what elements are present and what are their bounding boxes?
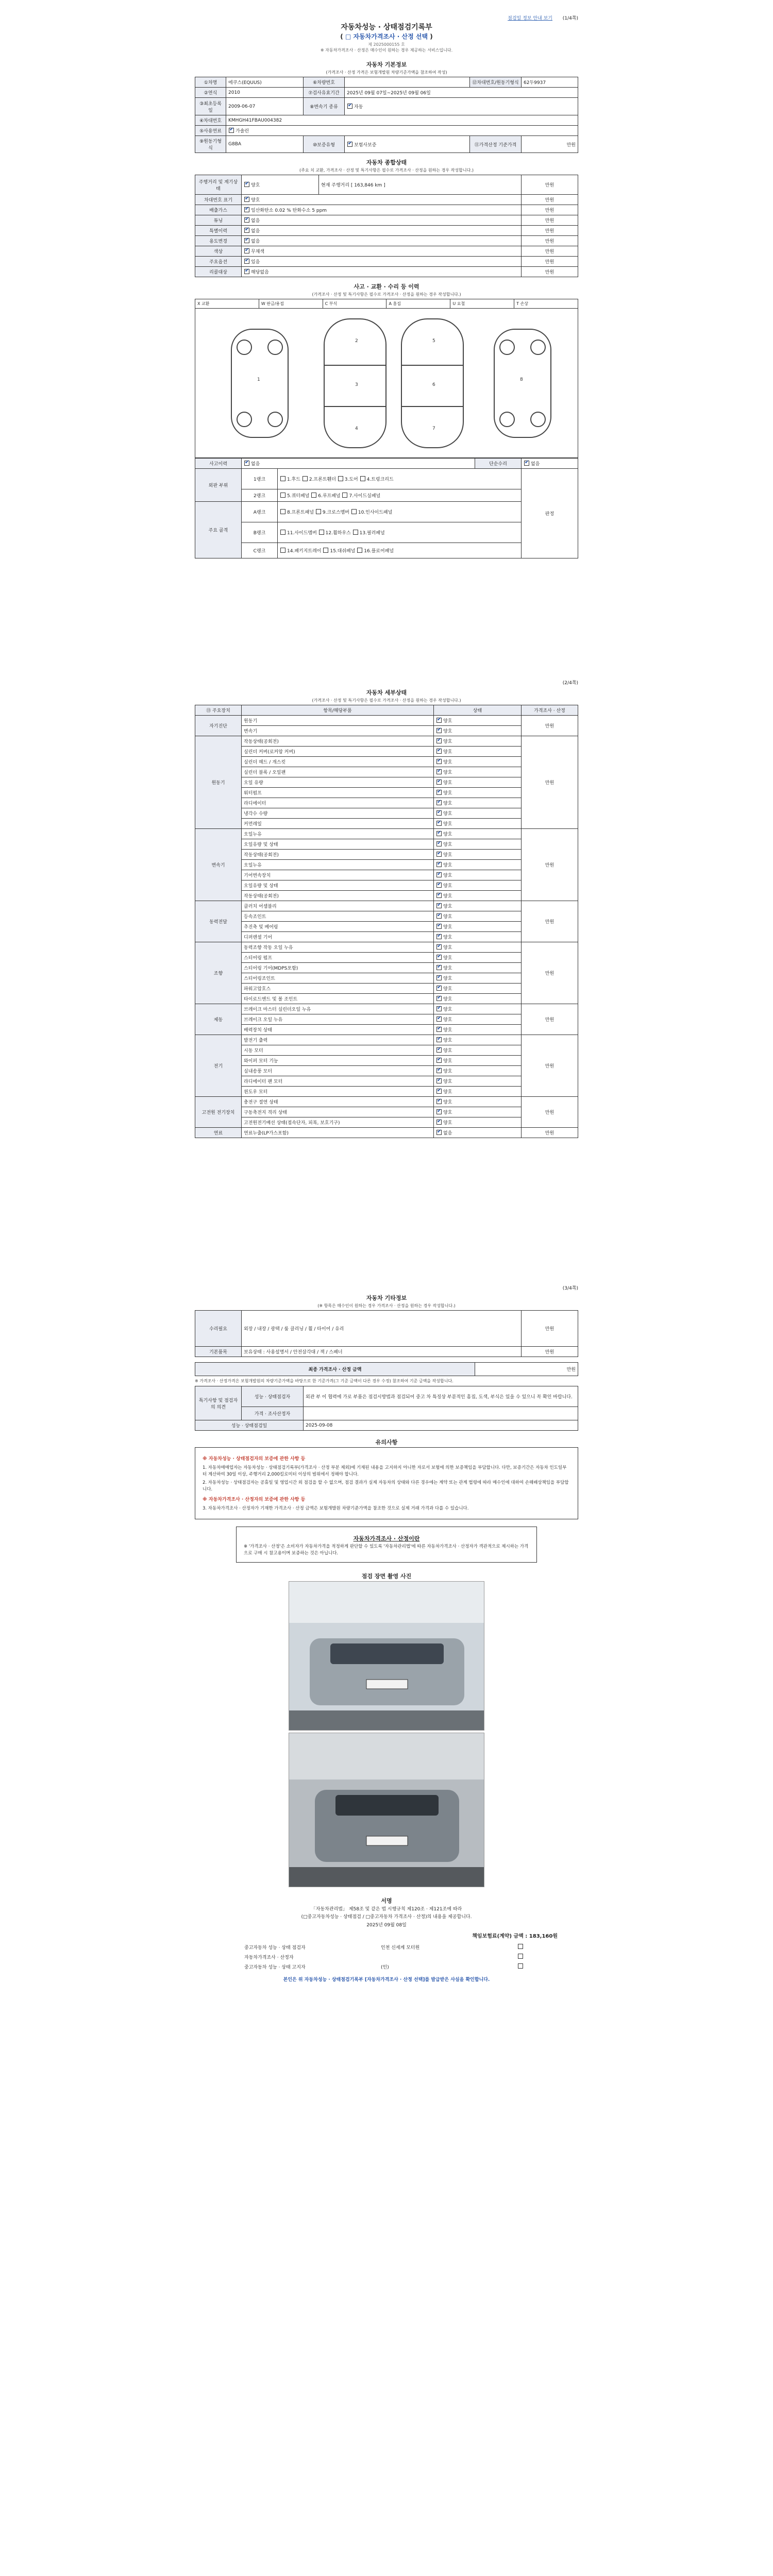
table-row: B랭크 11.사이드멤버 12.휠하우스 13.필러패널 [195, 522, 578, 543]
checkbox-state[interactable] [436, 1016, 442, 1022]
stamp-checkbox[interactable] [518, 1944, 523, 1949]
basic-info-sub: (가격조사 · 산정 가격은 보험개발원 차량기준가액을 참조하여 작성) [326, 70, 447, 75]
table-row: 실린더 커버(로커암 커버) ✔ 양호 [195, 747, 578, 757]
checkbox-state[interactable] [436, 924, 442, 929]
table-row: 제동 브레이크 마스터 실린더오일 누유 ✔ 양호 만원 [195, 1004, 578, 1014]
checkbox-state[interactable] [436, 1078, 442, 1083]
checkbox-state[interactable] [436, 1099, 442, 1104]
signer-table: 중고자동차 성능 · 상태 점검자 인천 신세계 모터원 자동차가격조사 · 산정자 중고자동차 성능 · 상태 고지자 (인) [242, 1942, 531, 1972]
table-row: 사고이력 ✔ 없음 단순수리 ✔ 없음 [195, 459, 578, 469]
checkbox-state[interactable] [436, 893, 442, 898]
svg-text:2: 2 [355, 338, 358, 344]
checkbox-state[interactable] [436, 790, 442, 795]
table-row: 실린더 헤드 / 개스킷 ✔ 양호 [195, 757, 578, 767]
checkbox-usage[interactable] [244, 238, 249, 243]
table-row: 디퍼렌셜 기어 ✔ 양호 [195, 932, 578, 942]
table-row: 기본품목 보유상태 : 사용설명서 / 안전삼각대 / 잭 / 스패너 만원 [195, 1347, 578, 1357]
callout-box: 자동차가격조사 · 산정이란 ※ '가격조사 · 산정'은 소비자가 자동차가격을 적정하게 판단할 수 있도록 '자동차관리법'에 따른 자동차가격조사 · 산정자가 객관적으로 제시하는 가격으로 구매 시 참고용이며 보증하는 것은 아닙니다. [236, 1527, 537, 1563]
checkbox-special[interactable] [244, 228, 249, 233]
page-number: (2/4쪽) [562, 681, 578, 686]
table-row: ②연식 2010 ⑦검사유효기간 2025년 09월 07일~2025년 09월 06일 [195, 88, 578, 98]
checkbox-state[interactable] [436, 1006, 442, 1011]
notice-title: 유의사항 [375, 1439, 398, 1446]
table-row: 전기 발전기 출력 ✔ 양호 만원 [195, 1035, 578, 1045]
accident-sub: (가격조사 · 산정 및 특기사항은 필수로 가격조사 · 산정을 원하는 경우 작성합니다.) [312, 292, 461, 297]
table-row: 커먼레일 ✔ 양호 [195, 819, 578, 829]
checkbox-state[interactable] [436, 852, 442, 857]
table-row: 타이로드엔드 및 볼 조인트 ✔ 양호 [195, 994, 578, 1004]
table-row: 색상 ✔ 무채색 만원 [195, 246, 578, 257]
extra-info-sub: (※ 항목은 매수인이 원하는 경우 가격조사 · 산정을 원하는 경우 작성합니다.) [317, 1303, 456, 1308]
legend-row: X 교환 W 판금/용접 C 부식 A 흠집 U 요철 T 손상 [195, 299, 578, 309]
inspection-photo-front [289, 1581, 484, 1731]
table-row: 파워고압호스 ✔ 양호 [195, 984, 578, 994]
checkbox-state[interactable] [436, 1037, 442, 1042]
checkbox-recall[interactable] [244, 269, 249, 274]
document-subtitle: ( □ 자동차가격조사 · 산정 선택 ) [340, 33, 433, 40]
detail-sub: (가격조사 · 산정 및 특기사항은 필수로 가격조사 · 산정을 원하는 경우 작성합니다.) [312, 698, 461, 703]
page-2 [195, 679, 578, 1279]
table-row: 리콜대상 ✔ 해당없음 만원 [195, 267, 578, 277]
frame-table [195, 468, 578, 558]
checkbox-state[interactable] [436, 1058, 442, 1063]
checkbox-state[interactable] [436, 841, 442, 846]
table-row: 와이퍼 모터 기능 ✔ 양호 [195, 1056, 578, 1066]
inspection-photo-rear [289, 1733, 484, 1887]
page-1 [195, 14, 578, 674]
document-title: 자동차성능 · 상태점검기록부 [341, 23, 432, 31]
photos-title: 점검 장면 촬영 사진 [361, 1573, 412, 1580]
table-row: 변속기 ✔ 양호 [195, 726, 578, 736]
checkbox-state[interactable] [436, 738, 442, 743]
table-row: 냉각수 수량 ✔ 양호 [195, 808, 578, 819]
table-row: 라디에이터 ✔ 양호 [195, 798, 578, 808]
table-row: 브레이크 오일 누유 ✔ 양호 [195, 1014, 578, 1025]
svg-text:6: 6 [432, 382, 435, 387]
checkbox-state[interactable] [436, 1068, 442, 1073]
checkbox-state[interactable] [436, 883, 442, 888]
checkbox-state[interactable] [436, 769, 442, 774]
table-row: 조향 동력조향 작동 오일 누유 ✔ 양호 만원 [195, 942, 578, 953]
checkbox-state[interactable] [436, 759, 442, 764]
table-row: 용도변경 ✔ 없음 만원 [195, 236, 578, 246]
checkbox-repair-none[interactable] [524, 461, 529, 466]
basic-info-title: 자동차 기본정보 [366, 61, 407, 68]
subtitle-note: ※ 자동차가격조사 · 산정은 매수인이 원하는 경우 제공하는 서비스입니다. [320, 48, 453, 53]
table-row: 주요옵션 ✔ 있음 만원 [195, 257, 578, 267]
svg-text:1: 1 [257, 377, 260, 382]
table-row: 오일누유 ✔ 양호 [195, 860, 578, 870]
extra-info-title: 자동차 기타정보 [366, 1295, 407, 1301]
table-row: 주요 골격 A랭크 8.프론트패널 9.크로스멤버 10.인사이드패널 [195, 502, 578, 522]
stamp-checkbox[interactable] [518, 1963, 523, 1969]
table-row: 동력전달 클러치 어셈블리 ✔ 양호 만원 [195, 901, 578, 911]
table-row: ③최초등록일 2009-06-07 ⑧변속기 종류 ✔ 자동 [195, 98, 578, 115]
table-header-row: ⑬ 주요장치 항목/해당부품 상태 가격조사 · 산정 [195, 705, 578, 716]
table-row: 차대번호 표기 ✔ 양호 만원 [195, 195, 578, 205]
svg-text:3: 3 [355, 382, 358, 387]
svg-text:7: 7 [432, 426, 435, 431]
table-row: ①차명 에쿠스(EQUUS) ⑥차량번호 ⑫차대번호/원동기형식 62두9937 [195, 77, 578, 88]
mileage-value: 163,846 km [354, 183, 382, 188]
table-row: 배출가스 ✔ 일산화탄소 0.02 % 탄화수소 5 ppm 만원 [195, 205, 578, 215]
checkbox-good[interactable] [244, 182, 249, 187]
table-row: 워터펌프 ✔ 양호 [195, 788, 578, 798]
page-3 [195, 1284, 578, 2536]
table-row: 스티어링조인트 ✔ 양호 [195, 973, 578, 984]
stamp-checkbox[interactable] [518, 1954, 523, 1959]
checkbox-state[interactable] [436, 810, 442, 816]
table-row: 스티어링 펌프 ✔ 양호 [195, 953, 578, 963]
checkbox-state[interactable] [436, 913, 442, 919]
checkbox-state[interactable] [436, 800, 442, 805]
detail-title: 자동차 세부상태 [366, 689, 407, 696]
checkbox-state[interactable] [436, 944, 442, 950]
checkbox-state[interactable] [436, 821, 442, 826]
table-row: 라디에이터 팬 모터 ✔ 양호 [195, 1076, 578, 1087]
table-row: C랭크 14.패키지트레이 15.대쉬패널 16.플로어패널 [195, 543, 578, 558]
car-left-side [231, 329, 288, 437]
table-row: 오일 유량 ✔ 양호 [195, 777, 578, 788]
table-row: 등속조인트 ✔ 양호 [195, 911, 578, 922]
footer-confirmation: 본인은 위 자동차성능 · 상태점검기록부 [자동차가격조사 · 산정 선택]를 발급받은 사실을 확인합니다. [283, 1977, 490, 1982]
checkbox-warranty[interactable] [347, 142, 352, 147]
table-row: 자기진단 원동기 ✔ 양호 만원 [195, 716, 578, 726]
table-row: 작동상태(공회전) ✔ 양호 [195, 850, 578, 860]
checkbox-state[interactable] [436, 862, 442, 867]
checkbox-fuel[interactable] [229, 128, 234, 133]
detail-table [195, 705, 578, 1138]
page-number: (3/4쪽) [562, 1286, 578, 1291]
checkbox-emission[interactable] [244, 207, 249, 212]
table-row: 고전원 전기장치 충전구 절연 상태 ✔ 양호 만원 [195, 1097, 578, 1107]
checkbox-state[interactable] [436, 996, 442, 1001]
table-row: 윈도우 모터 ✔ 양호 [195, 1087, 578, 1097]
checkbox-state[interactable] [436, 872, 442, 877]
extra-table [195, 1310, 578, 1357]
checkbox-state[interactable] [436, 1089, 442, 1094]
table-row: 오일유량 및 상태 ✔ 양호 [195, 839, 578, 850]
table-row: 외판 부위 1랭크 1.후드 2.프론트휀더 3.도어 4.트렁크리드 판정 [195, 469, 578, 489]
table-row: 추진축 및 베어링 ✔ 양호 [195, 922, 578, 932]
checkbox-color[interactable] [244, 248, 249, 253]
svg-text:8: 8 [520, 377, 523, 382]
checkbox-state[interactable] [436, 934, 442, 939]
legend-table [195, 299, 578, 309]
table-row: 주행거리 및 계기상태 ✔양호 현재 주행거리 [ 163,846 km ] 만원 [195, 175, 578, 195]
car-damage-diagram [195, 309, 578, 458]
table-row: 튜닝 ✔ 없음 만원 [195, 215, 578, 226]
checkbox-state[interactable] [436, 728, 442, 733]
checkbox-auto[interactable] [347, 104, 352, 109]
checkbox-state[interactable] [436, 986, 442, 991]
svg-text:4: 4 [355, 426, 358, 431]
checkbox-state[interactable] [436, 975, 442, 980]
checkbox-tuning[interactable] [244, 217, 249, 223]
table-row: 2랭크 5.쿼터패널 6.루프패널 7.사이드실패널 [195, 489, 578, 502]
checkbox-vin[interactable] [244, 197, 249, 202]
checkbox-state[interactable] [436, 1130, 442, 1135]
checkbox-state[interactable] [436, 779, 442, 785]
car-outline-svg [195, 309, 578, 457]
checkbox-state[interactable] [436, 1047, 442, 1053]
special-table: 특기사항 및 점검자의 의견 성능 · 상태점검자 외관 부 이 협력에 가로 부품은 점검시방법과 점검되어 중고 차 특징상 부분적인 흠집, 도색, 부식은 있을 수 있으니 꼭 확인 바랍니다. 가격 · 조사산정자 성능 · 상태점검일 2025-09-08 [195, 1386, 578, 1431]
insurance-amount: 책임보험료(계약) 금액 : 183,160원 [472, 1933, 558, 1939]
basic-info-table [195, 77, 578, 153]
checkbox-options[interactable] [244, 259, 249, 264]
final-price-table [195, 1362, 578, 1376]
page-number: (1/4쪽) [562, 16, 578, 21]
checkbox-state[interactable] [436, 965, 442, 970]
table-row: 연료 연료누출(LP가스포함) ✔ 없음 만원 [195, 1128, 578, 1138]
table-row: ⑨원동기형식 G8BA ⑩보증유형 ✔ 보험사보증 ⑪가격산정 기준가격 만원 [195, 136, 578, 153]
table-row: ④차대번호 KMHGH41FBAU004382 [195, 115, 578, 126]
checkbox-state[interactable] [436, 955, 442, 960]
table-row: 작동상태(공회전) ✔ 양호 [195, 891, 578, 901]
table-row: 구동축전지 격리 상태 ✔ 양호 [195, 1107, 578, 1117]
svg-text:5: 5 [432, 338, 435, 344]
table-row: 실내송풍 모터 ✔ 양호 [195, 1066, 578, 1076]
table-row: 특별이력 ✔ 없음 만원 [195, 226, 578, 236]
status-table [195, 175, 578, 277]
checkbox-state[interactable] [436, 903, 442, 908]
price-note: ※ 가격조사 · 산정가격은 보험개발원의 차량기준가액을 바탕으로 한 기준가격(그 기준 금액이 다른 경우 수정) 참조하여 기준 금액을 작성합니다. [195, 1379, 453, 1383]
checkbox-state[interactable] [436, 718, 442, 723]
sign-block: 「자동차관리법」 제58조 및 같은 법 시행규칙 제120조 · 제121조에 따라 (□중고자동차성능 · 상태점검 / □중고자동차 가격조사 · 산정)의 내용을 제공합니다. 2025년 09월 08일 [301, 1907, 472, 1928]
checkbox-accident-none[interactable] [244, 461, 249, 466]
table-row: 스티어링 기어(MDPS포함) ✔ 양호 [195, 963, 578, 973]
checkbox-state[interactable] [436, 749, 442, 754]
table-row: 기어변속장치 ✔ 양호 [195, 870, 578, 880]
sign-title: 서명 [381, 1897, 392, 1905]
table-row: 고전원전기배선 상태(접속단자, 피복, 보호기구) ✔ 양호 [195, 1117, 578, 1128]
notice-box: ※ 자동차성능 · 상태점검자의 보증에 관한 사항 등 1. 자동차매매업자는 자동차성능 · 상태점검기록부(가격조사 · 산정 부분 제외)에 기재된 내용을 고지하지 아니한 자로서 보험에 의한 보증책임을 부담합니다. 다만, 보증기간은 자동차 인도일부터 계산하여 30일 이상, 주행거리 2,000킬로미터 이상의 범위에서 정해야 합니다. 2. 자동차성능 · 상태점검자는 공휴일 및 영업시간 외 점검을 할 수 없으며, 점검 결과가 실제 자동차의 상태와 다른 경우에는 계약 또는 관계 법령에 따라 매수인에 대하여 손해배상책임을 부담합니다. ※ 자동차가격조사 · 산정자의 보증에 관한 사항 등 3. 자동차가격조사 · 산정자가 기재한 가격조사 · 산정 금액은 보험개발원 차량기준가액을 참조한 것으로 실제 거래 가격과 다를 수 있습니다. [195, 1447, 578, 1519]
table-row: 실린더 블록 / 오일팬 ✔ 양호 [195, 767, 578, 777]
accident-table [195, 458, 578, 469]
checkbox-state[interactable] [436, 1027, 442, 1032]
car-right-side [494, 329, 551, 437]
accident-title: 사고 · 교환 · 수리 등 이력 [354, 283, 419, 290]
status-title: 자동차 종합상태 [366, 159, 407, 166]
table-row: 변속기 오일누유 ✔ 양호 만원 [195, 829, 578, 839]
checkbox-state[interactable] [436, 1120, 442, 1125]
checkbox-state[interactable] [436, 831, 442, 836]
status-sub: (주요 치 교환, 가격조사 · 산정 및 특기사항은 필수로 가격조사 · 산정을 원하는 경우 작성합니다.) [299, 168, 474, 173]
checkbox-state[interactable] [436, 1109, 442, 1114]
table-row: 최종 가격조사 · 산정 금액 만원 [195, 1363, 578, 1376]
document-number: 제 2025000155 호 [368, 42, 405, 47]
table-row: ⑤사용연료 ✔ 가솔린 [195, 126, 578, 136]
table-row: 시동 모터 ✔ 양호 [195, 1045, 578, 1056]
table-row: 배력장치 상태 ✔ 양호 [195, 1025, 578, 1035]
table-row: 원동기 작동상태(공회전) ✔ 양호 만원 [195, 736, 578, 747]
table-row: 오일유량 및 상태 ✔ 양호 [195, 880, 578, 891]
top-link[interactable]: 점검일 정보 안내 보기 [508, 16, 552, 21]
table-row: 수리필요 외장 / 내장 / 광택 / 룸 클리닝 / 휠 / 타이어 / 유리 만원 [195, 1311, 578, 1347]
